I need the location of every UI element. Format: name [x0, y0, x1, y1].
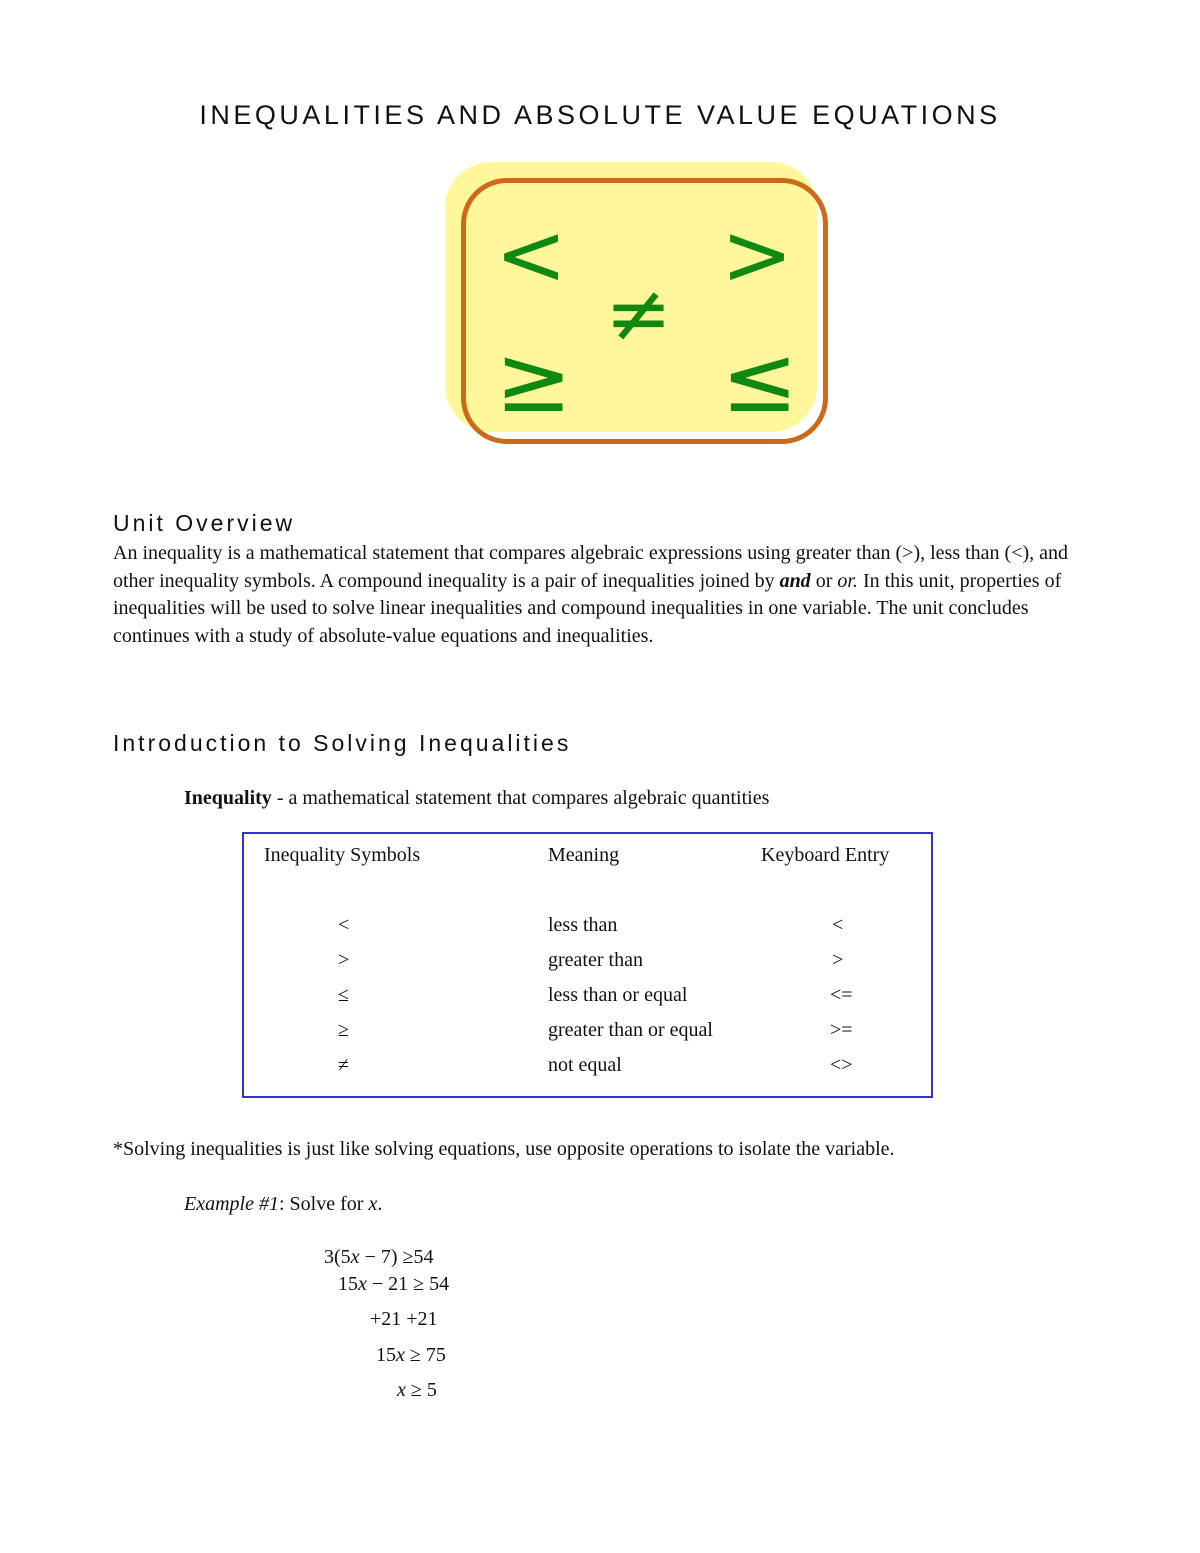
example-period: .: [377, 1193, 383, 1215]
math-step: 15x − 21 ≥ 54: [338, 1273, 450, 1295]
table-row-keyboard: >=: [830, 1019, 853, 1041]
greater-than-symbol: >: [721, 205, 794, 305]
or-word: or.: [837, 569, 858, 592]
table-header-symbols: Inequality Symbols: [264, 844, 421, 866]
less-than-symbol: <: [495, 205, 568, 305]
table-row-keyboard: <>: [830, 1054, 853, 1076]
table-header-meaning: Meaning: [548, 844, 620, 866]
math-step: +21 +21: [370, 1308, 438, 1330]
table-row-keyboard: <=: [830, 984, 853, 1006]
definition-text: - a mathematical statement that compares algebraic quantities: [271, 787, 770, 809]
math-step: 3(5x − 7) ≥54: [324, 1246, 434, 1268]
table-row-symbol: ≠: [338, 1054, 349, 1076]
solving-note: *Solving inequalities is just like solving equations, use opposite operations to isolate the variable.: [113, 1138, 895, 1160]
and-word: and: [779, 569, 811, 592]
table-row-symbol: <: [338, 914, 350, 936]
table-row-symbol: >: [338, 949, 350, 971]
intro-heading: Introduction to Solving Inequalities: [113, 730, 572, 756]
table-row-keyboard: >: [832, 949, 844, 971]
overview-text-1: An inequality is a mathematical statement that compares algebraic expressions using greater than (>), less than (<), and other inequality symbols. A compound inequality is a pair of inequalities joined by: [113, 542, 1069, 592]
table-row-meaning: greater than: [548, 949, 643, 971]
table-row-symbol: ≥: [338, 1019, 349, 1041]
definition-term: Inequality: [184, 787, 272, 809]
document-title: INEQUALITIES AND ABSOLUTE VALUE EQUATIONS: [199, 100, 1001, 130]
inequality-definition: [184, 787, 769, 810]
table-row-meaning: not equal: [548, 1054, 622, 1076]
example-variable: x: [368, 1193, 378, 1215]
inequality-symbols-graphic: [445, 162, 840, 460]
unit-overview-heading: Unit Overview: [113, 510, 296, 536]
example-instruction: Solve for: [289, 1193, 369, 1215]
overview-text-2: In this unit, properties of inequalities will be used to solve linear inequalities and compound inequalities in one variable. The unit concludes continues with a study of absolute-value equations and inequalities.: [113, 569, 1062, 647]
table-row-meaning: less than or equal: [548, 984, 688, 1006]
table-row-symbol: ≤: [338, 984, 349, 1006]
or-connector: or: [810, 569, 838, 592]
table-row-meaning: less than: [548, 914, 618, 936]
greater-than-or-equal-symbol: ≥: [495, 326, 573, 433]
table-row-meaning: greater than or equal: [548, 1019, 713, 1041]
inequality-symbols-table: [242, 832, 933, 1098]
example-label: Example #1: [184, 1193, 279, 1215]
math-step: 15x ≥ 75: [376, 1344, 446, 1366]
less-than-or-equal-symbol: ≤: [721, 326, 799, 433]
not-equal-symbol: ≠: [605, 267, 673, 360]
table-row-keyboard: <: [832, 914, 844, 936]
table-header-keyboard: Keyboard Entry: [761, 844, 890, 866]
unit-overview-paragraph: [113, 540, 1103, 650]
math-step: x ≥ 5: [397, 1379, 437, 1401]
example-colon: :: [278, 1193, 290, 1215]
example-heading: [184, 1193, 382, 1216]
